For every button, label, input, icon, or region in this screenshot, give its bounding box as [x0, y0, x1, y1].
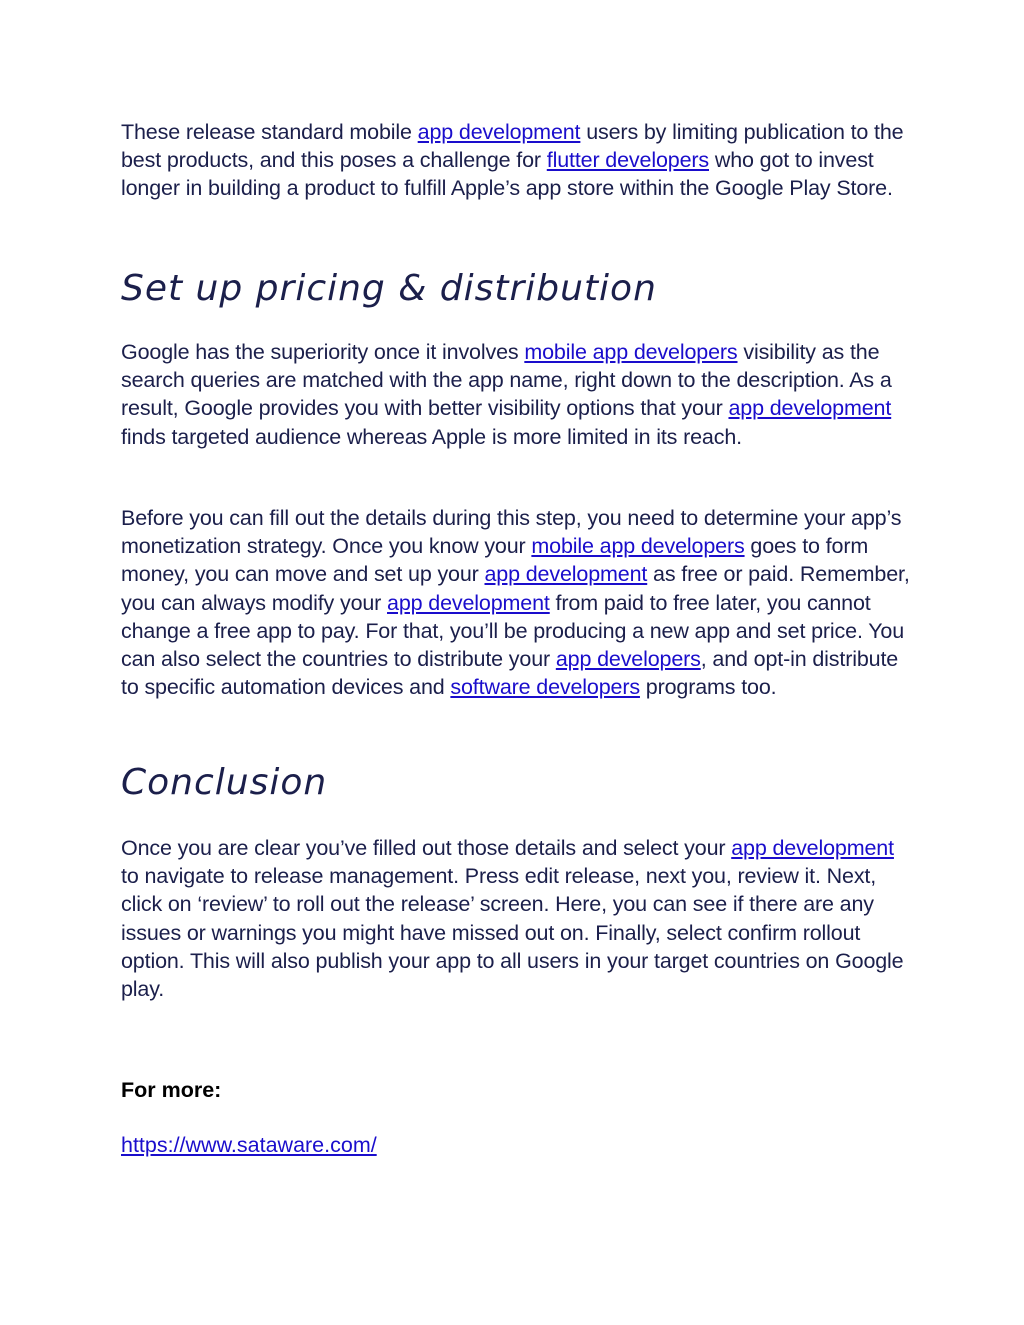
conclusion-text-1: Once you are clear you’ve filled out those details and select your — [121, 836, 732, 860]
app-development-link-5[interactable]: app development — [731, 836, 894, 860]
monetization-text-5: , and opt-in distribute to specific automation devices and — [121, 647, 899, 700]
monetization-text-2: goes to form money, you can move and set up your — [121, 534, 869, 587]
app-development-link-3[interactable]: app development — [484, 562, 648, 587]
flutter-developers-link[interactable]: flutter developers — [546, 148, 709, 173]
visibility-text-2: visibility as the search queries are matched with the app name, right down to the description. As a result, Google provides you with better visibility options that your — [121, 340, 892, 421]
visibility-text-3: finds targeted audience whereas Apple is more limited in its reach. — [121, 424, 742, 449]
app-development-link-2[interactable]: app development — [728, 396, 892, 421]
monetization-paragraph — [121, 504, 911, 701]
intro-paragraph — [121, 118, 911, 203]
monetization-text-6: programs too. — [639, 675, 777, 700]
intro-text-2: users by limiting publication to the best products, and this poses a challenge for — [121, 120, 904, 173]
for-more-label: For more: — [121, 1078, 222, 1102]
website-url-paragraph — [121, 1131, 377, 1159]
monetization-text-4: from paid to free later, you cannot change a free app to pay. For that, you’ll be producing a new app and set price. You can also select the countries to distribute your — [121, 590, 905, 672]
app-development-link-4[interactable]: app development — [387, 590, 550, 615]
conclusion-heading: Conclusion — [121, 762, 328, 803]
intro-text-3: who got to invest longer in building a product to fulfill Apple’s app store within the Google Play Store. — [121, 148, 893, 201]
visibility-text-1: Google has the superiority once it involves — [121, 340, 525, 364]
app-developers-link[interactable]: app developers — [555, 647, 701, 672]
mobile-app-developers-link-2[interactable]: mobile app developers — [531, 534, 745, 559]
mobile-app-developers-link[interactable]: mobile app developers — [524, 340, 738, 364]
conclusion-paragraph — [121, 834, 911, 1003]
sataware-website-link[interactable]: https://www.sataware.com/ — [121, 1133, 377, 1157]
pricing-distribution-heading: Set up pricing & distribution — [121, 268, 657, 309]
intro-text-1: These release standard mobile — [121, 120, 418, 144]
conclusion-text-2: to navigate to release management. Press edit release, next you, review it. Next, click on ‘review’ to roll out the release’ screen. Here, you can see if there are any issues or warnings you might have missed out on. Finally, select confirm rollout option. This will also publish your app to all users in your target countries on Google play. — [121, 864, 904, 1002]
monetization-text-3: as free or paid. Remember, you can always modify your — [121, 562, 910, 615]
app-development-link[interactable]: app development — [417, 120, 581, 144]
monetization-text-1: Before you can fill out the details during this step, you need to determine your app’s monetization strategy. Once you know your — [121, 506, 902, 559]
google-visibility-paragraph — [121, 338, 911, 451]
software-developers-link[interactable]: software developers — [450, 675, 640, 700]
